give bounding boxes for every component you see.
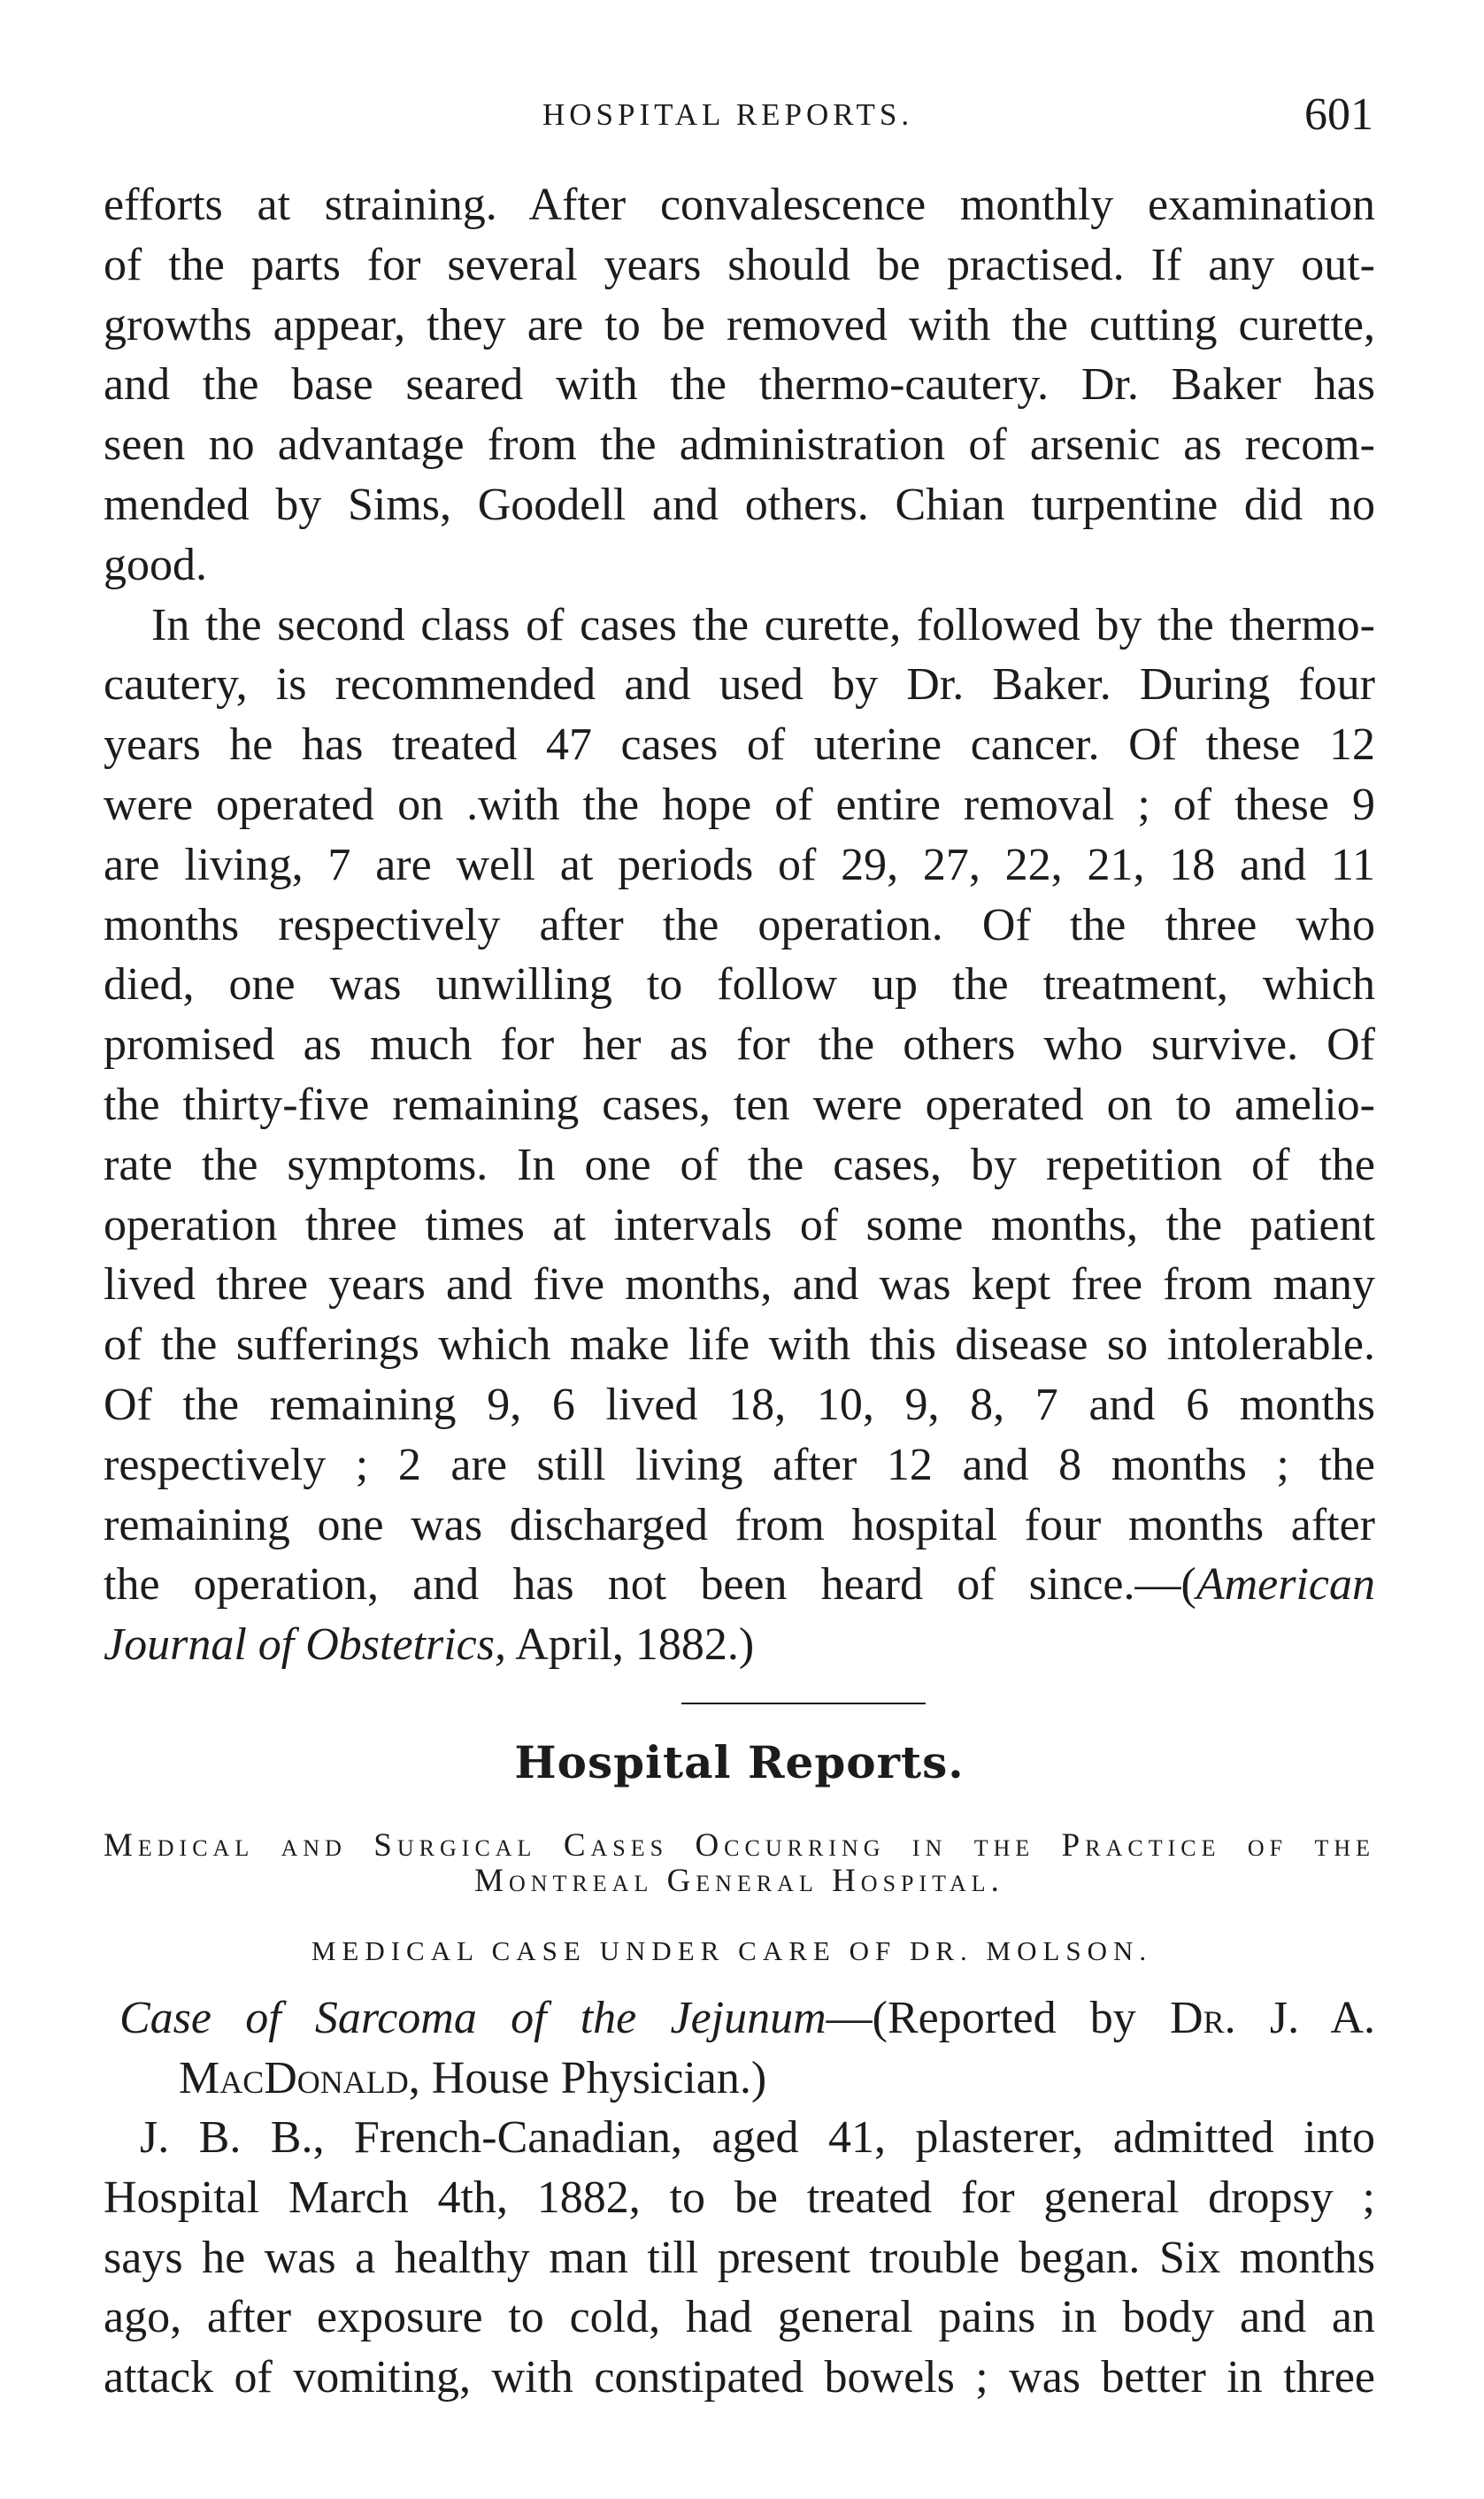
reporter-position: , House Physician.) (408, 2053, 767, 2103)
text-line: cautery, is recommended and used by Dr. Baker. During four (104, 659, 1375, 711)
text-line: mended by Sims, Goodell and others. Chian turpentine did no (104, 479, 1375, 530)
section-heading: Hospital Reports. (514, 1736, 965, 1788)
text-line: operation three times at intervals of some months, the patient (104, 1199, 1375, 1250)
text-line: good. (104, 539, 207, 590)
text-line: In the second class of cases the curette, followed by the thermo- (151, 599, 1375, 650)
text-line (104, 1555, 1375, 1615)
text-line: Of the remaining 9, 6 lived 18, 10, 9, 8, 7 and 6 months (104, 1379, 1375, 1430)
text-line: growths appear, they are to be removed with the cutting curette, (104, 299, 1375, 350)
text-line (104, 1615, 1375, 1675)
text-line: respectively ; 2 are still living after 12 and 8 months ; the (104, 1439, 1375, 1490)
case-heading: MEDICAL CASE UNDER CARE OF DR. MOLSON. (311, 1935, 1153, 1966)
text-line: the thirty-five remaining cases, ten were operated on to amelio- (104, 1079, 1375, 1130)
citation-italic: American (1196, 1559, 1375, 1611)
text-line: promised as much for her as for the others who survive. Of (104, 1019, 1375, 1071)
text-line: of the parts for several years should be practised. If any out- (104, 239, 1375, 290)
text-segment: the operation, and has not been heard of since.—( (104, 1559, 1196, 1611)
text-line: attack of vomiting, with constipated bowels ; was better in three (104, 2352, 1375, 2403)
text-line: ago, after exposure to cold, had general pains in body and an (104, 2292, 1375, 2343)
subheading-line: Montreal General Hospital. (474, 1863, 1004, 1899)
paragraph (104, 596, 1375, 1675)
text-segment: April, 1882.) (505, 1619, 755, 1671)
text-line: J. B. B., French-Canadian, aged 41, plasterer, admitted into (140, 2112, 1375, 2163)
article-continuation (104, 175, 1375, 1675)
text-line: Hospital March 4th, 1882, to be treated for general dropsy ; (104, 2172, 1375, 2223)
text-line: remaining one was discharged from hospital four months after (104, 1499, 1375, 1550)
case-title-line (104, 2049, 1375, 2109)
citation-italic: Journal of Obstetrics, (104, 1619, 506, 1671)
section-subheading (104, 1828, 1375, 1899)
running-head-title: HOSPITAL REPORTS. (542, 97, 914, 132)
text-line: were operated on .with the hope of entire removal ; of these 9 (104, 779, 1375, 830)
text-line: efforts at straining. After convalescence monthly examination (104, 180, 1375, 230)
text-line: of the sufferings which make life with this disease so intolerable. (104, 1319, 1375, 1371)
text-line: died, one was unwilling to follow up the treatment, which (104, 959, 1375, 1011)
text-line: says he was a healthy man till present trouble began. Six months (104, 2232, 1375, 2283)
text-line: rate the symptoms. In one of the cases, by repetition of the (104, 1139, 1375, 1190)
text-line: are living, 7 are well at periods of 29, 27, 22, 21, 18 and 11 (104, 839, 1375, 890)
paragraph (104, 175, 1375, 596)
case-title (104, 1988, 1375, 2109)
subheading-line: Medical and Surgical Cases Occurring in the Practice of the (104, 1827, 1375, 1864)
case-report-paragraph (104, 2108, 1375, 2408)
section-divider-rule (681, 1703, 926, 1704)
text-line: months respectively after the operation. Of the three who (104, 899, 1375, 950)
text-line: seen no advantage from the administration of arsenic as recom- (104, 419, 1375, 471)
case-title-italic: Case of Sarcoma of the Jejunum (119, 1993, 827, 2043)
case-title-line (104, 1988, 1375, 2049)
reported-by: —(Reported by (826, 1993, 1171, 2043)
text-line: and the base seared with the thermo-cautery. Dr. Baker has (104, 359, 1375, 411)
reporter-title: Dr. (1170, 1993, 1236, 2043)
reporter-name: MacDonald (179, 2053, 409, 2103)
text-line: lived three years and five months, and was kept free from many (104, 1259, 1375, 1311)
reporter-initials: J. A. (1235, 1993, 1375, 2043)
text-line: years he has treated 47 cases of uterine cancer. Of these 12 (104, 719, 1375, 771)
page-number: 601 (1304, 89, 1373, 140)
